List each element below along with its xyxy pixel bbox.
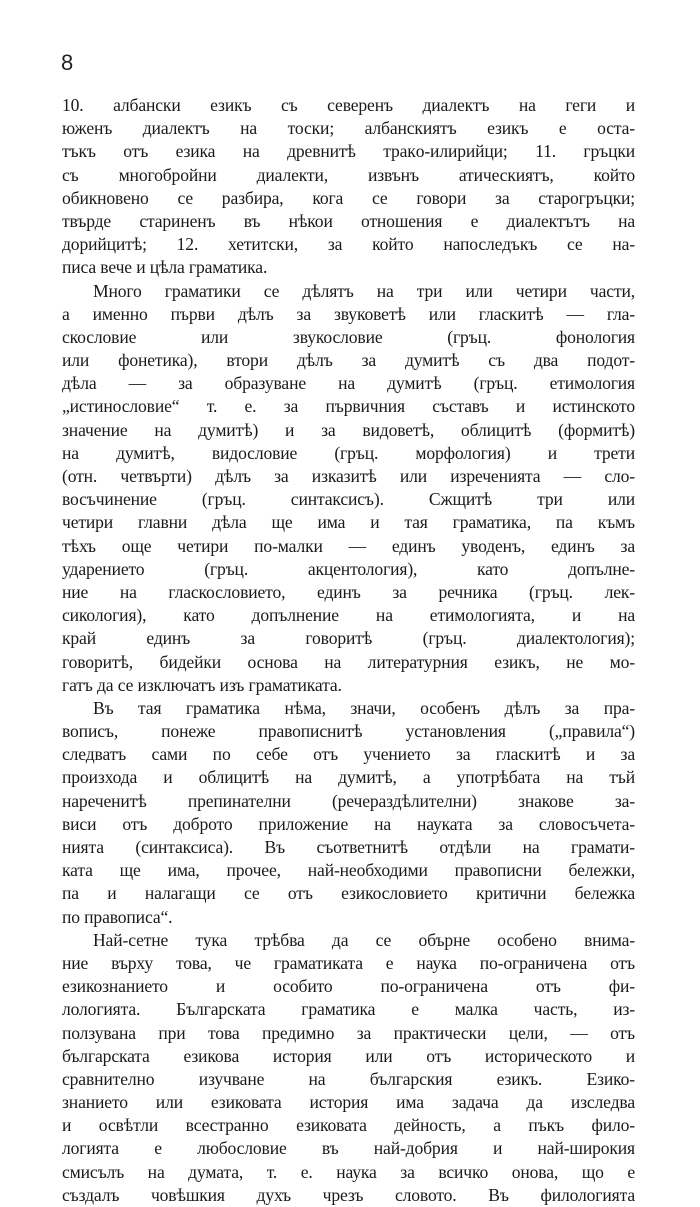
page-number: 8 — [61, 50, 74, 75]
text-line: значение на думитѣ) и за видоветѣ, облицитѣ (формитѣ) — [62, 419, 635, 440]
text-line: писа вече и цѣла граматика. — [62, 257, 268, 278]
text-line: знанието или езиковата история има задача да изследва — [62, 1092, 635, 1113]
text-line: по правописа“. — [62, 906, 173, 927]
text-line: на думитѣ, видословие (гръц. морфология) и трети — [62, 442, 635, 463]
text-line: а именно първи дѣлъ за звуковетѣ или гласкитѣ — гла- — [62, 303, 635, 324]
text-line: Най-сетне тука трѣбва да се обърне особено внима- — [93, 929, 635, 950]
text-line: смисълъ на думата, т. е. наука за всичко онова, що е — [62, 1161, 635, 1182]
text-line: произхода и облицитѣ на думитѣ, а употрѣбата на тъй — [62, 767, 635, 788]
text-line: скословие или звукословие (гръц. фонология — [62, 326, 635, 347]
text-line: вописъ, понеже правописнитѣ установления („правила“) — [62, 721, 635, 742]
text-line: 10. албански езикъ съ северенъ диалектъ на геги и — [62, 95, 635, 115]
text-line: твърде стариненъ въ нѣкои отношения е диалектътъ на — [62, 210, 635, 231]
body-text — [62, 94, 635, 1207]
text-line: сикология), като допълнение на етимологията, и на — [62, 605, 635, 626]
text-line: гатъ да се изключатъ изъ граматиката. — [62, 674, 342, 695]
text-line: ползувана при това предимно за практически цели, — отъ — [62, 1022, 635, 1043]
text-line: (отн. четвърти) дѣлъ за изказитѣ или изреченията — сло- — [62, 466, 635, 486]
text-line: „истинословие“ т. е. за първичния съставъ и истинското — [62, 396, 635, 417]
text-line: нията (синтаксиса). Въ съответнитѣ отдѣли на грамати- — [62, 837, 635, 857]
text-line: тъкъ отъ езика на древнитѣ тракo-илирийци; 11. гръцки — [62, 141, 635, 162]
text-line: тѣхъ още четири по-малки — единъ уводенъ, единъ за — [62, 535, 635, 556]
text-line: или фонетика), втори дѣлъ за думитѣ съ два подот- — [62, 350, 635, 371]
text-line: дорийцитѣ; 12. хетитски, за който напоследъкъ се на- — [62, 234, 635, 255]
text-line: лологията. Българската граматика е малка часть, из- — [62, 999, 635, 1020]
text-line: край единъ за говоритѣ (гръц. диалектология); — [62, 628, 635, 649]
text-line: па и налагащи се отъ езикословието критични бележка — [62, 883, 635, 904]
text-line: съ многобройни диалекти, извънъ атическиятъ, който — [62, 164, 635, 185]
text-line: обикновено се разбира, кога се говори за старогръцки; — [62, 187, 635, 208]
text-line: наречeнитѣ препинателни (речераздѣлителни) знакове за- — [62, 790, 635, 811]
text-line: ката ще има, прочее, най-необходими правописни бележки, — [62, 860, 635, 881]
text-line: дѣла — за образуване на думитѣ (гръц. етимология — [62, 373, 635, 394]
text-line: логията е любословие въ най-добрия и най-широкия — [62, 1138, 635, 1159]
text-line: Много граматики се дѣлятъ на три или четири части, — [93, 280, 635, 301]
text-line: ударението (гръц. акцентология), като допълне- — [62, 558, 635, 579]
text-line: създалъ човѣшкия духъ чрезъ словото. Въ филологията — [62, 1184, 635, 1205]
text-line: говоритѣ, бидейки основа на литературния езикъ, не мо- — [62, 651, 635, 672]
text-line: българската езикова история или отъ историческото и — [62, 1045, 635, 1066]
text-line: и освѣтли всестранно езиковата дейность, а пъкъ фило- — [62, 1115, 635, 1136]
text-line: четири главни дѣла ще има и тая граматика, па къмъ — [62, 512, 635, 533]
text-line: юженъ диалектъ на тоски; албанскиятъ езикъ е оста- — [62, 118, 635, 139]
text-line: ние на гласкословието, единъ за речника (гръц. лек- — [62, 581, 635, 602]
text-line: восъчинение (гръц. синтаксисъ). Сжщитѣ три или — [62, 489, 635, 510]
text-line: езикознанието и особито по-ограничена отъ фи- — [62, 976, 635, 997]
text-line: следватъ сами по себе отъ учението за гласкитѣ и за — [62, 744, 635, 765]
text-line: сравнително изучване на българския езикъ. Езико- — [62, 1068, 635, 1089]
text-line: Въ тая граматика нѣма, значи, особенъ дѣлъ за пра- — [93, 697, 635, 718]
text-line: виси отъ доброто приложение на науката за словосъчета- — [62, 813, 635, 834]
text-line: ние върху това, че граматиката е наука по-ограничена отъ — [62, 952, 635, 973]
